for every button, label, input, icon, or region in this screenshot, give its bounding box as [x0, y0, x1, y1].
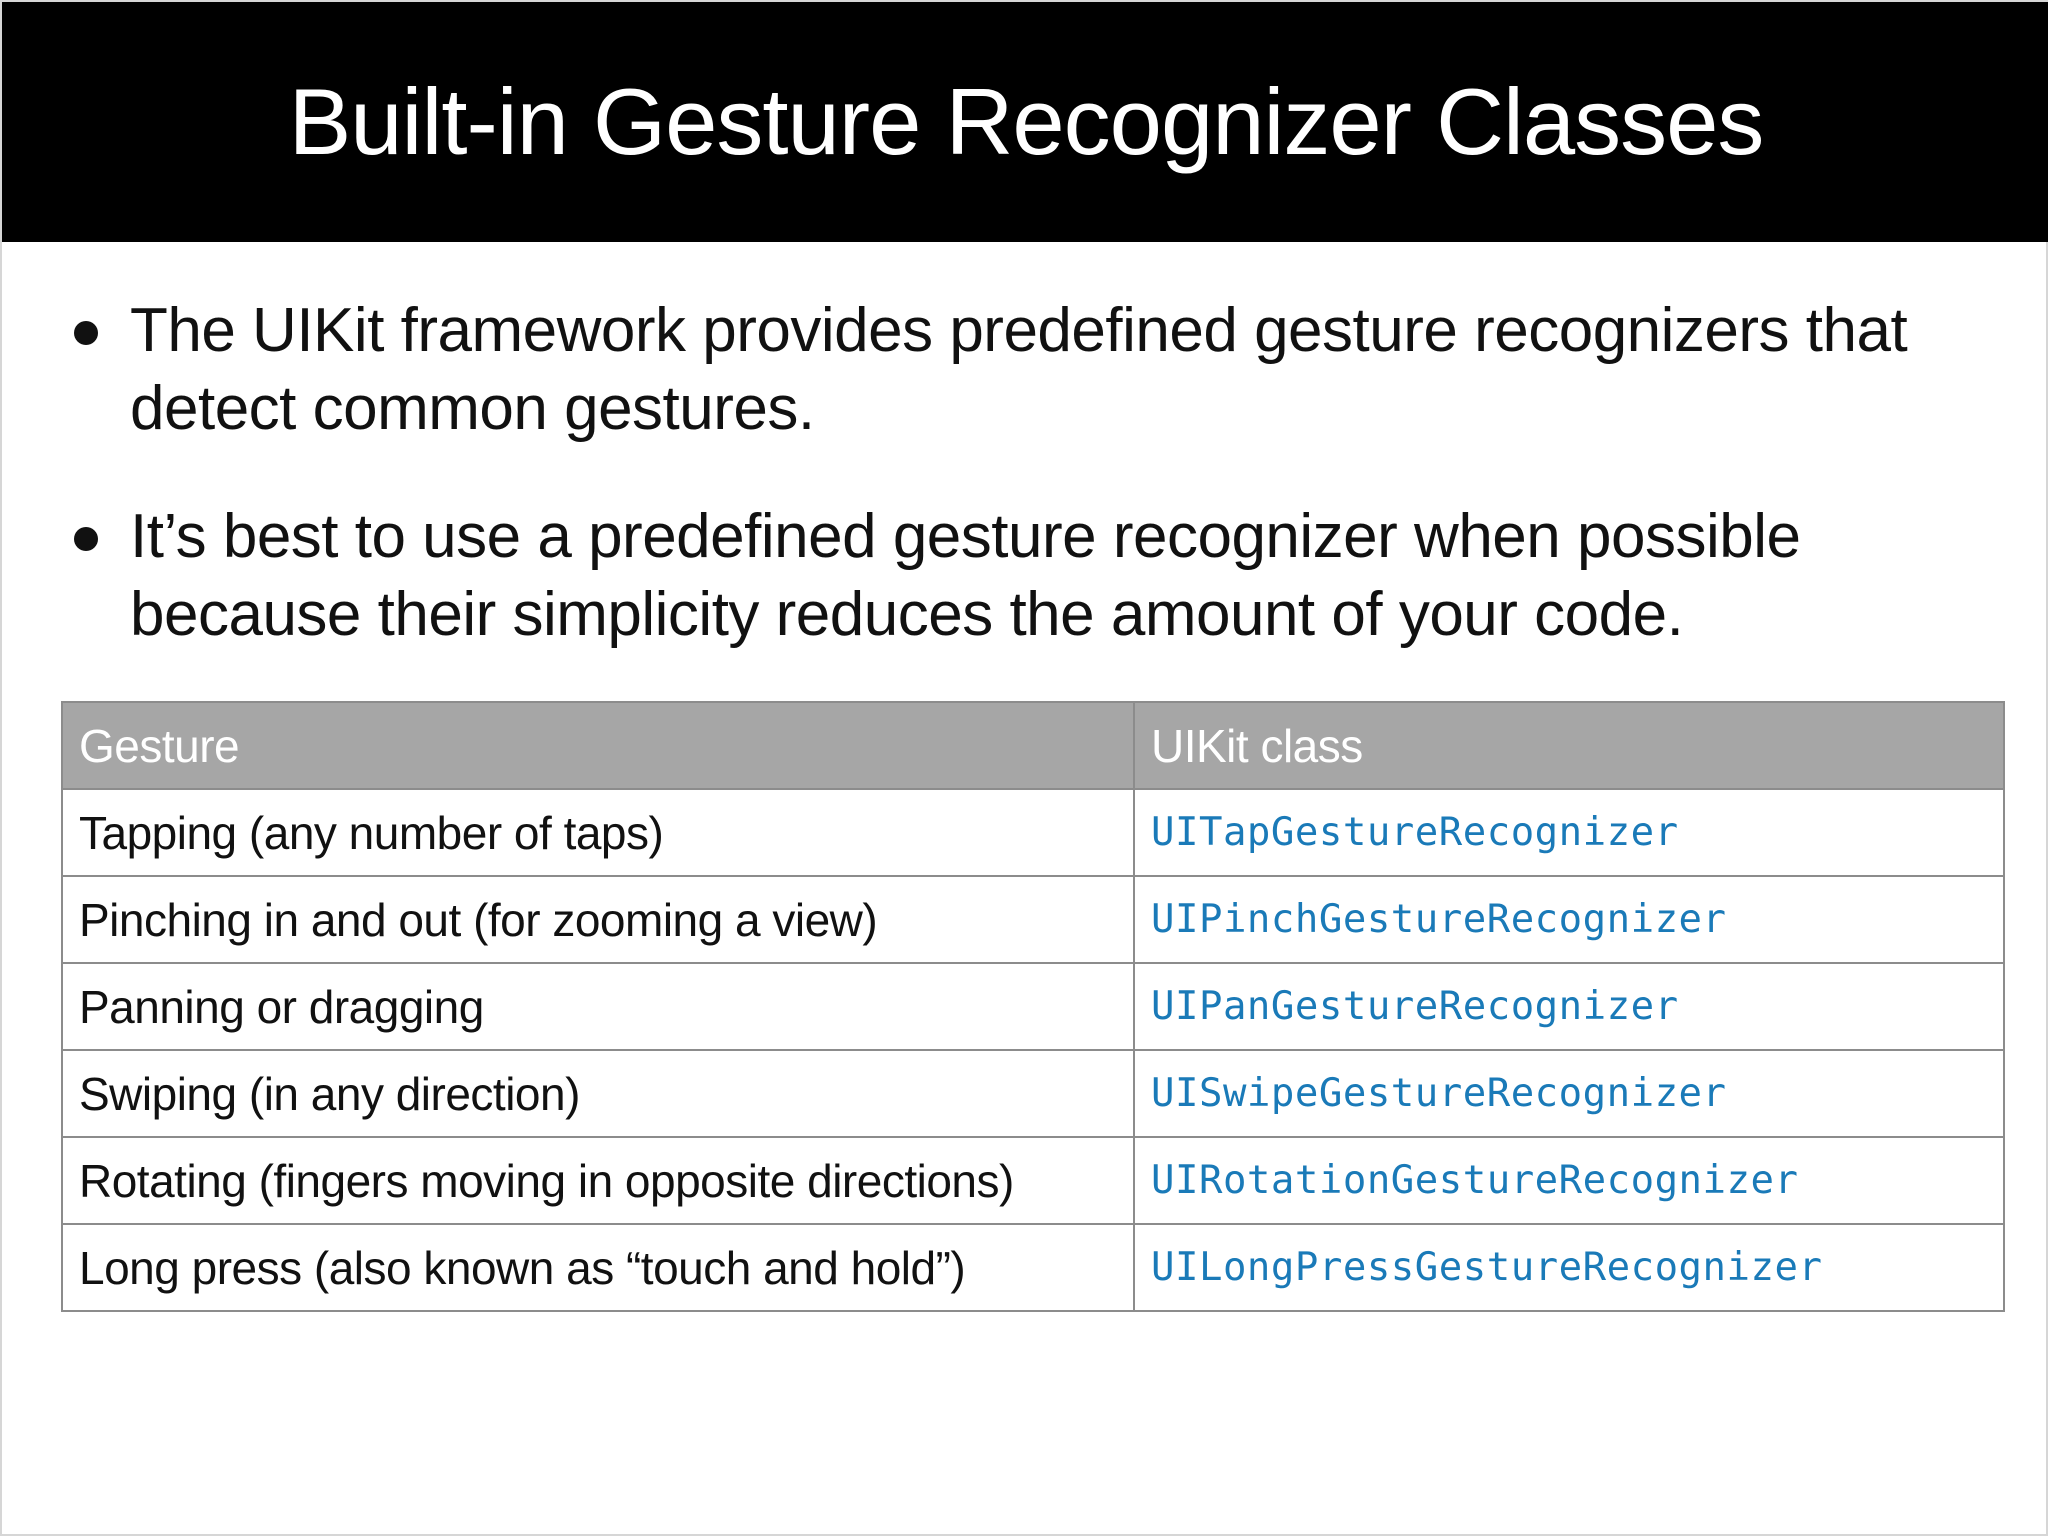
gesture-cell: Panning or dragging	[62, 963, 1134, 1050]
class-cell: UILongPressGestureRecognizer	[1134, 1224, 2004, 1311]
column-header-uikit-class: UIKit class	[1134, 702, 2004, 789]
slide-title: Built-in Gesture Recognizer Classes	[288, 69, 1764, 174]
class-cell: UISwipeGestureRecognizer	[1134, 1050, 2004, 1137]
bullet-dot-icon	[74, 527, 98, 551]
bullet-text: The UIKit framework provides predefined gesture recognizers that detect common gestures.	[130, 296, 1908, 443]
table-row	[62, 1137, 2004, 1224]
gesture-cell: Long press (also known as “touch and hold”)	[62, 1224, 1134, 1311]
bullet-text: It’s best to use a predefined gesture recognizer when possible because their simplicity reduces the amount of your code.	[130, 502, 1801, 649]
gesture-cell: Rotating (fingers moving in opposite directions)	[62, 1137, 1134, 1224]
class-cell: UIPinchGestureRecognizer	[1134, 876, 2004, 963]
title-bar	[2, 2, 2048, 242]
table-row	[62, 1050, 2004, 1137]
bullet-dot-icon	[74, 321, 98, 345]
gesture-table	[61, 701, 2005, 1312]
class-cell: UIPanGestureRecognizer	[1134, 963, 2004, 1050]
class-cell: UITapGestureRecognizer	[1134, 789, 2004, 876]
gesture-cell: Tapping (any number of taps)	[62, 789, 1134, 876]
table-row	[62, 789, 2004, 876]
table-row	[62, 876, 2004, 963]
bullet-list	[2, 292, 2048, 654]
table-row	[62, 1224, 2004, 1311]
table-header-row	[62, 702, 2004, 789]
bullet-item	[2, 292, 2048, 448]
gesture-cell: Swiping (in any direction)	[62, 1050, 1134, 1137]
class-cell: UIRotationGestureRecognizer	[1134, 1137, 2004, 1224]
table-row	[62, 963, 2004, 1050]
column-header-gesture: Gesture	[62, 702, 1134, 789]
gesture-cell: Pinching in and out (for zooming a view)	[62, 876, 1134, 963]
bullet-item	[2, 498, 2048, 654]
